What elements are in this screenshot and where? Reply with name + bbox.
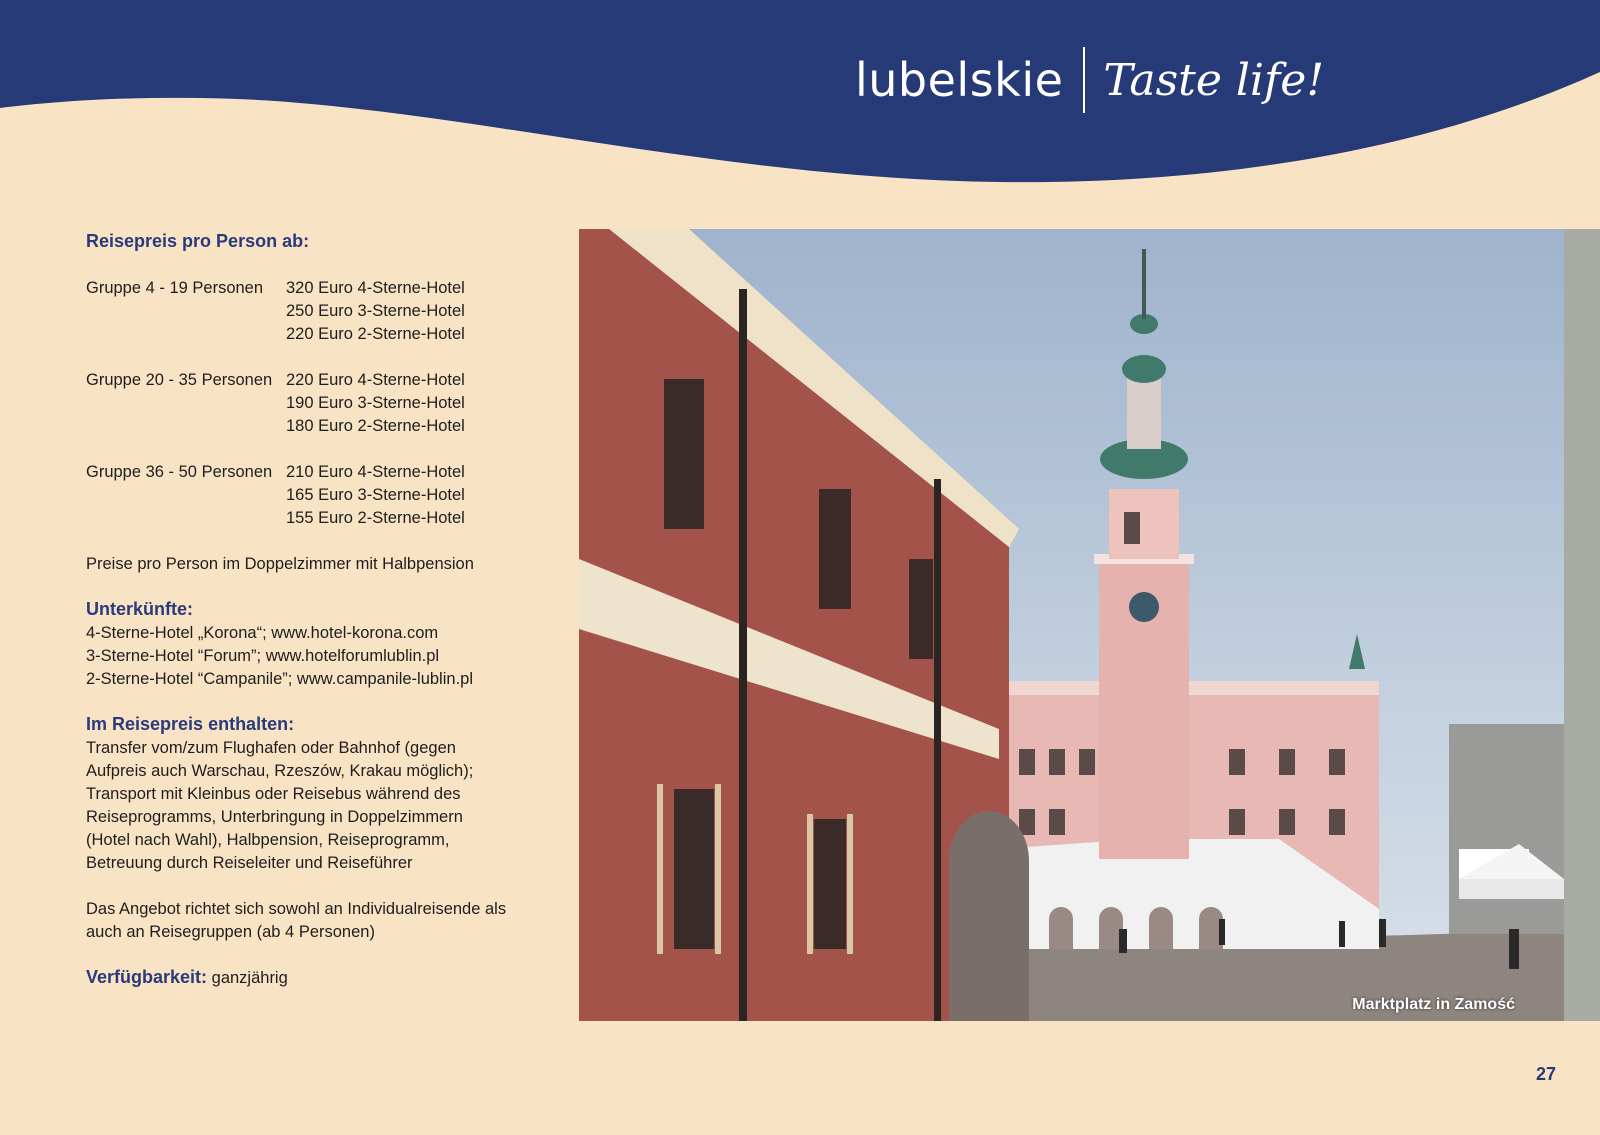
content-column xyxy=(86,228,556,990)
brand-logo xyxy=(855,40,1324,120)
price-table xyxy=(86,277,556,530)
included-line: Reiseprogramms, Unterbringung in Doppelzimmern xyxy=(86,808,463,826)
town-square-photo xyxy=(579,229,1600,1021)
rate-line: 220 Euro 2-Sterne-Hotel xyxy=(286,325,465,343)
price-group xyxy=(86,277,556,346)
group-label: Gruppe 20 - 35 Personen xyxy=(86,371,273,389)
page-number: 27 xyxy=(1536,1064,1557,1084)
accommodations-section xyxy=(86,596,556,691)
rate-line: 190 Euro 3-Sterne-Hotel xyxy=(286,394,465,412)
included-line: Transfer vom/zum Flughafen oder Bahnhof (gegen xyxy=(86,739,456,757)
group-rates xyxy=(286,277,465,346)
accommodations-heading: Unterkünfte: xyxy=(86,599,193,619)
included-line: (Hotel nach Wahl), Halbpension, Reiseprogramm, xyxy=(86,831,450,849)
rate-line: 180 Euro 2-Sterne-Hotel xyxy=(286,417,465,435)
group-label: Gruppe 36 - 50 Personen xyxy=(86,463,273,481)
brand-divider xyxy=(1083,47,1085,113)
accommodation-line: 4-Sterne-Hotel „Korona“; www.hotel-korona.com xyxy=(86,624,439,642)
prices-heading: Reisepreis pro Person ab: xyxy=(86,231,310,251)
offer-section xyxy=(86,898,556,944)
availability-value: ganzjährig xyxy=(211,969,288,987)
photo-illustration xyxy=(579,229,1600,1021)
accommodation-line: 3-Sterne-Hotel “Forum”; www.hotelforumlublin.pl xyxy=(86,647,440,665)
group-rates xyxy=(286,461,465,530)
photo-caption: Marktplatz in Zamość xyxy=(1352,996,1515,1013)
price-group xyxy=(86,461,556,530)
included-section xyxy=(86,711,556,875)
rate-line: 320 Euro 4-Sterne-Hotel xyxy=(286,279,465,297)
rate-line: 210 Euro 4-Sterne-Hotel xyxy=(286,463,465,481)
offer-line: auch an Reisegruppen (ab 4 Personen) xyxy=(86,923,375,941)
brand-name: lubelskie xyxy=(855,53,1064,107)
group-label: Gruppe 4 - 19 Personen xyxy=(86,279,264,297)
availability-section xyxy=(86,964,556,990)
included-heading: Im Reisepreis enthalten: xyxy=(86,714,295,734)
accommodation-line: 2-Sterne-Hotel “Campanile”; www.campanile-lublin.pl xyxy=(86,670,473,688)
rate-line: 250 Euro 3-Sterne-Hotel xyxy=(286,302,465,320)
included-line: Aufpreis auch Warschau, Rzeszów, Krakau möglich); xyxy=(86,762,474,780)
offer-line: Das Angebot richtet sich sowohl an Individualreisende als xyxy=(86,900,507,918)
availability-label: Verfügbarkeit: xyxy=(86,967,208,987)
brand-slogan: Taste life! xyxy=(1103,54,1325,106)
included-line: Transport mit Kleinbus oder Reisebus während des xyxy=(86,785,461,803)
rate-line: 165 Euro 3-Sterne-Hotel xyxy=(286,486,465,504)
price-note: Preise pro Person im Doppelzimmer mit Halbpension xyxy=(86,555,474,573)
rate-line: 220 Euro 4-Sterne-Hotel xyxy=(286,371,465,389)
rate-line: 155 Euro 2-Sterne-Hotel xyxy=(286,509,465,527)
price-group xyxy=(86,369,556,438)
group-rates xyxy=(286,369,465,438)
header-banner xyxy=(0,0,1600,200)
included-line: Betreuung durch Reiseleiter und Reiseführer xyxy=(86,854,413,872)
